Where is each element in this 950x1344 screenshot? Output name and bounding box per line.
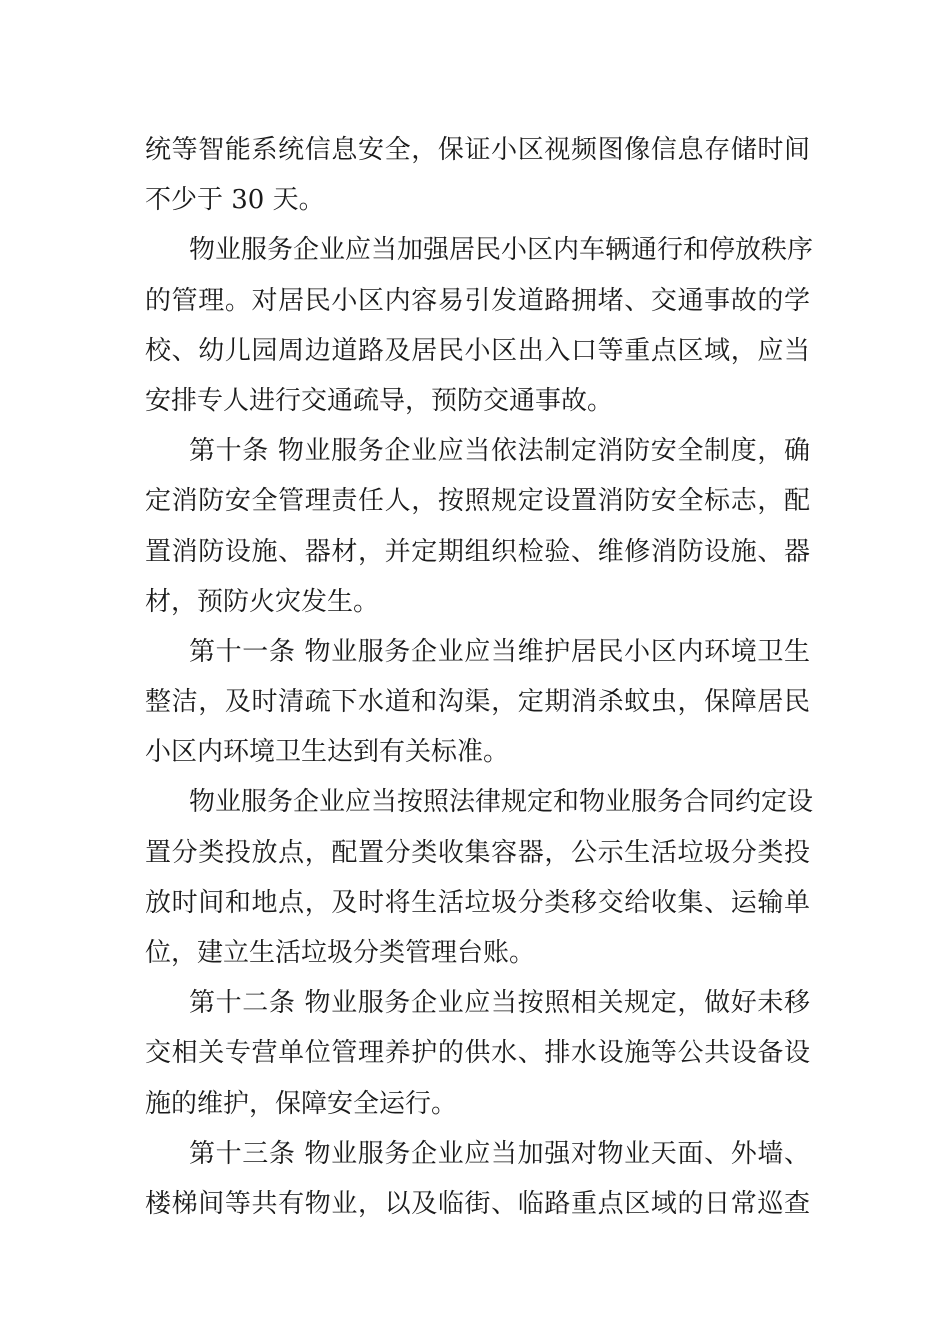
text-line: 交相关专营单位管理养护的供水、排水设施等公共设备设: [145, 1038, 810, 1069]
text-line: 位，建立生活垃圾分类管理台账。: [145, 938, 536, 968]
text-line: 第十三条 物业服务企业应当加强对物业天面、外墙、: [189, 1138, 810, 1169]
text-line: 置消防设施、器材，并定期组织检验、维修消防设施、器: [145, 536, 810, 567]
text-line: 第十二条 物业服务企业应当按照相关规定，做好未移: [189, 988, 810, 1019]
text-line: 施的维护，保障安全运行。: [145, 1088, 458, 1119]
text-line: 放时间和地点，及时将生活垃圾分类移交给收集、运输单: [145, 887, 810, 918]
text-line: 的管理。对居民小区内容易引发道路拥堵、交通事故的学: [145, 285, 810, 316]
text-line: 材，预防火灾发生。: [145, 586, 380, 617]
text-line: 校、幼儿园周边道路及居民小区出入口等重点区域，应当: [145, 335, 810, 366]
text-line: 第十一条 物业服务企业应当维护居民小区内环境卫生: [189, 636, 810, 667]
text-line: 第十条 物业服务企业应当依法制定消防安全制度，确: [189, 436, 810, 467]
text-line: 不少于 30 天。: [145, 185, 325, 216]
text-line: 物业服务企业应当按照法律规定和物业服务合同约定设: [189, 787, 814, 818]
text-line: 整洁，及时清疏下水道和沟渠，定期消杀蚊虫，保障居民: [145, 687, 810, 718]
text-line: 小区内环境卫生达到有关标准。: [145, 737, 510, 768]
text-line: 统等智能系统信息安全，保证小区视频图像信息存储时间: [145, 135, 810, 165]
text-line: 楼梯间等共有物业，以及临街、临路重点区域的日常巡查: [145, 1188, 810, 1219]
text-line: 定消防安全管理责任人，按照规定设置消防安全标志，配: [145, 486, 810, 517]
text-line: 物业服务企业应当加强居民小区内车辆通行和停放秩序: [189, 235, 814, 266]
document-body: [145, 125, 814, 1229]
text-line: 安排专人进行交通疏导，预防交通事故。: [145, 385, 614, 416]
text-line: 置分类投放点，配置分类收集容器，公示生活垃圾分类投: [145, 837, 810, 868]
